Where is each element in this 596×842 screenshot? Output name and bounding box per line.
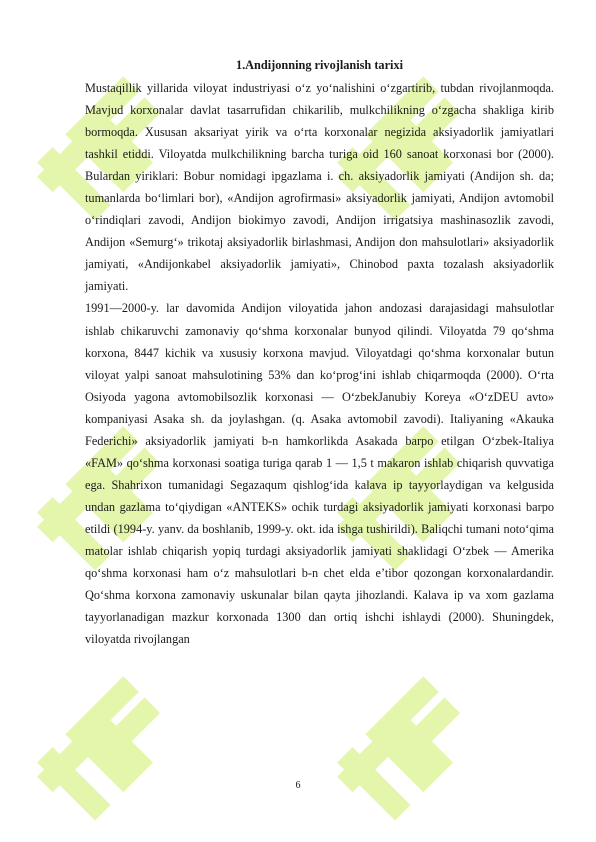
section-heading: 1.Andijonning rivojlanish tarixi [235, 58, 404, 72]
paragraph-industry-overview: Mustaqillik yillarida viloyat industriyasi o‘z yo‘nalishini o‘zgartirib, tubdan rivojlanmoqda. Mavjud korxonalar davlat tasarrufidan chikarilib, mulkchilikning o‘zgacha shakliga kirib bormoqda. Xususan aksariyat yirik va o‘rta korxonalar negizida aksiyadorlik jamiyatlari tashkil etiddi. Viloyatda mulkchilikning barcha turiga oid 160 sanoat korxonasi bor (2000). Bulardan yiriklari: Bobur nomidagi ipgazlama i. ch. aksiyadorlik jamiyati (Andijon sh. da; tumanlarda bo‘limlari bor), «Andijon agrofirmasi» aksiyadorlik jamiyati, Andijon avtomobil o‘rindiqlari zavodi, Andijon biokimyo zavodi, Andijon irrigatsiya mashinasozlik zavodi, Andijon «Semurg‘» trikotaj aksiyadorlik birlashmasi, Andijon don mahsulotlari» aksiyadorlik jamiyati, «Andijonkabel aksiyadorlik jamiyati», Chinobod paxta tozalash aksiyadorlik jamiyati. [85, 81, 554, 294]
document-body [85, 56, 554, 650]
paragraph-joint-ventures: 1991—2000-y. lar davomida Andijon viloyatida jahon andozasi darajasidagi mahsulotlar ishlab chikaruvchi zamonaviy qo‘shma korxonalar bunyod qilindi. Viloyatda 79 qo‘shma korxona, 8447 kichik va xususiy korxona mavjud. Viloyatdagi qo‘shma korxonalar butun viloyat yalpi sanoat mahsulotining 53% dan ko‘prog‘ini ishlab chiqarmoqda (2000). O‘rta Osiyoda yagona avtomobilsozlik korxonasi — O‘zbekJanubiy Koreya «O‘zDEU avto» kompaniyasi Asaka sh. da joylashgan. (q. Asaka avtomobil zavodi). Italiyaning «Akauka Federichi» aksiyadorlik jamiyati b-n hamkorlikda Asakada barpo etilgan O‘zbek-Italiya «FAM» qo‘shma korxonasi soatiga turiga qarab 1 — 1,5 t makaron ishlab chiqarish quvvatiga ega. Shahrixon tumanidagi Segazaqum qishlog‘ida kalava ip tayyorlaydigan va kelgusida undan gazlama to‘qiydigan «ANTEKS» ochik turdagi aksiyadorlik jamiyati korxonasi barpo etildi (1994-y. yanv. da boshlanib, 1999-y. okt. ida ishga tushirildi). Baliqchi tumani noto‘qima matolar ishlab chiqarish yopiq turdagi aksiyadorlik jamiyati shaklidagi O‘zbek — Amerika qo‘shma korxonasi ham o‘z mahsulotlari b-n chet elda e’tibor qozongan korxonalardandir. Qo‘shma korxona zamonaviy uskunalar bilan qayta jihozlandi. Kalava ip va xom gazlama tayyorlanadigan mazkur korxonada 1300 dan ortiq ishchi ishlaydi (2000). Shuningdek, viloyatda rivojlangan [85, 301, 554, 647]
watermark-mark [46, 692, 166, 812]
page-number: 6 [295, 780, 301, 791]
watermark-mark [346, 692, 466, 812]
